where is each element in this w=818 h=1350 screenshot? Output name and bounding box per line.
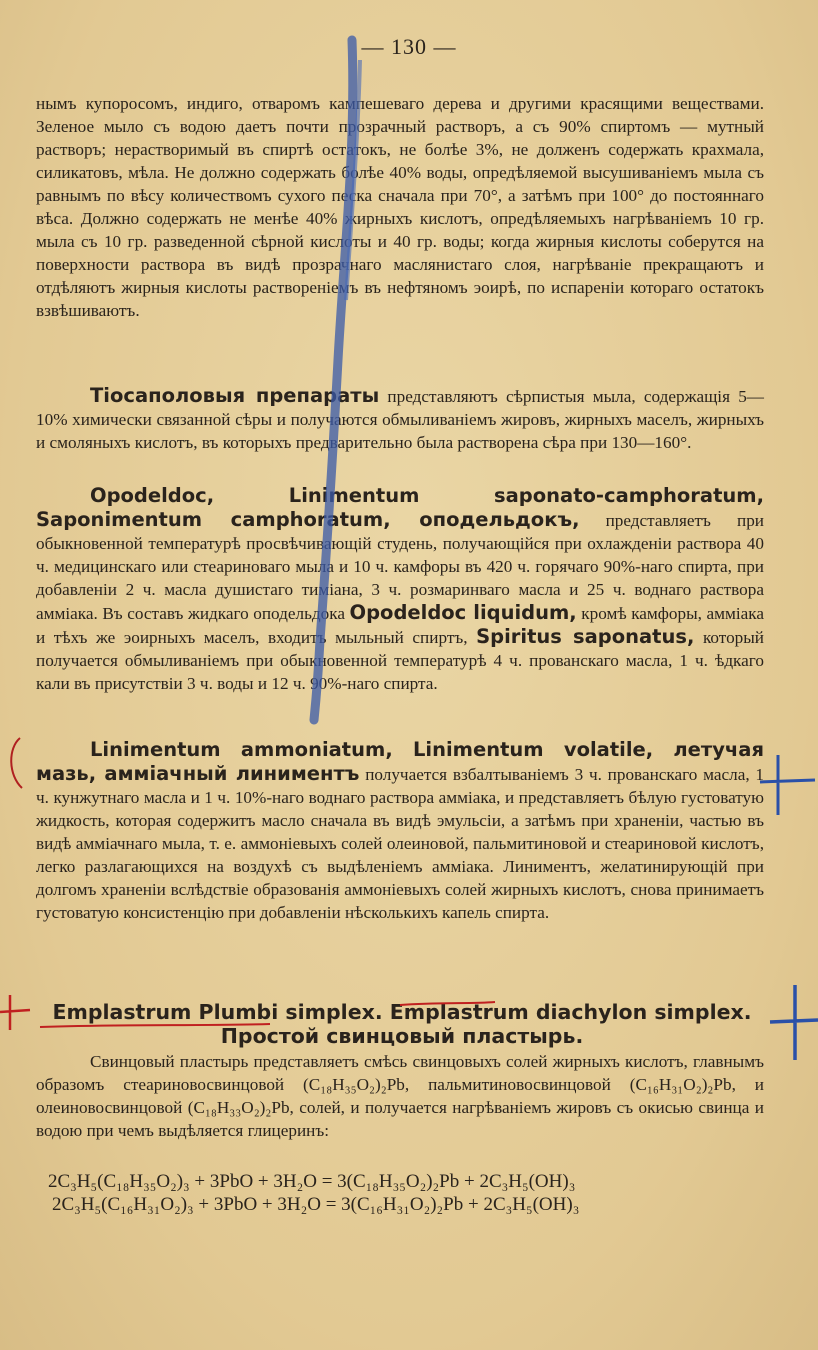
paragraph-text: который получается обмыливаніемъ при обыкновенной температурѣ 4 ч. прованскаго масла, 1 ч. ѣдкаго кали въ присутствіи 3 ч. воды и 12 ч. 90%-наго спирта. xyxy=(36,628,765,693)
paragraph-text: получается взбалтываніемъ 3 ч. прованскаго масла, 1 ч. кунжутнаго масла и 1 ч. 10%-наго воднаго раствора амміака, и представляетъ бѣлую густоватую жидкость, которая содержитъ масло сначала въ видѣ эмульсіи, а затѣмъ при храненіи, частью въ видѣ амміачнаго мыла, т. е. аммоніевыхъ солей олеиновой, пальмитиновой и стеариновой кислотъ, легко разлагающихся на воздухѣ съ выдѣленіемъ амміака. Линиментъ, желатинирующій при долгомъ храненіи вслѣдствіе образованія аммоніевыхъ солей жирныхъ кислотъ, снова принимаетъ густоватую консистенцію при добавленіи нѣсколькихъ капель спирта. xyxy=(36,765,764,922)
paragraph-text: представляютъ сѣрпистыя мыла, содержащія 5—10% химически связанной сѣры и получаются обмыливаніемъ жировъ, жирныхъ маселъ, жирныхъ и смоляныхъ кислотъ, въ которыхъ предварительно была растворена сѣра при 130—160°. xyxy=(36,387,764,452)
section-title: Emplastrum Plumbi simplex. Emplastrum diachylon simplex. Простой свинцовый пластырь. xyxy=(52,1000,752,1048)
red-bracket-mark xyxy=(11,738,22,788)
red-cross-mark xyxy=(0,995,30,1030)
paragraph-opodeldoc xyxy=(36,484,764,695)
page-number: — 130 — xyxy=(361,34,457,59)
heading-opodeldoc-liquidum: Opodeldoc liquidum, xyxy=(349,601,577,624)
heading-thiosapol: Тіосаполовыя препараты xyxy=(90,384,380,407)
blue-cross-mark xyxy=(760,755,815,815)
paragraph-plaster xyxy=(36,1050,764,1142)
paragraph-linimentum xyxy=(36,738,764,924)
paragraph-green-soap xyxy=(36,92,764,322)
paragraph-text: представляетъ при обыкновенной температурѣ просвѣчивающій студень, получающійся при охлажденіи раствора 40 ч. медицинскаго или стеариноваго мыла и 10 ч. камфоры въ 420 ч. горячаго 90%-наго спирта, при добавленіи 2 ч. масла душистаго тиміана, 3 ч. розмаринваго масла и 25 ч. воднаго раствора амміака. Въ составъ жидкаго оподельдока xyxy=(36,511,764,623)
blue-cross-mark-2 xyxy=(770,985,818,1060)
formula-palmitate: 2C₃H₅(C₁₆H₃₁O₂)₃ + 3PbO + 3H₂O = 3(C₁₆H₃₁O₂)₂Pb + 2C₃H₅(OH)₃ xyxy=(52,1194,580,1215)
heading-opodeldoc: Opodeldoc, Linimentum saponato-camphoratum, Saponimentum camphoratum, оподельдокъ, xyxy=(36,484,764,531)
formula-stearate: 2C₃H₅(C₁₈H₃₅O₂)₃ + 3PbO + 3H₂O = 3(C₁₈H₃₅O₂)₂Pb + 2C₃H₅(OH)₃ xyxy=(48,1171,576,1192)
paragraph-text: нымъ купоросомъ, индиго, отваромъ кампешеваго дерева и другими красящими веществами. Зеленое мыло съ водою даетъ почти прозрачный растворъ, а съ 90% спиртомъ — мутный растворъ; нерастворимый въ спиртѣ остатокъ, не болѣе 3%, не долженъ содержать крахмала, силикатовъ, мѣла. Не должно содержать болѣе 40% воды, опредѣляемой высушиваніемъ мыла съ равнымъ по вѣсу количествомъ сухого песка сначала при 70°, а затѣмъ при 100° до постояннаго вѣса. Должно содержать не менѣе 40% жирныхъ кислотъ, опредѣляемыхъ нагрѣваніемъ 10 гр. мыла съ 10 гр. разведенной сѣрной кислоты и 40 гр. воды; когда жирныя кислоты соберутся на поверхности раствора въ видѣ прозрачнаго маслянистаго слоя, нагрѣваніе прекращаютъ и отдѣляютъ жирныя кислоты раствореніемъ въ нефтяномъ эоирѣ, по испареніи котораго остатокъ взвѣшиваютъ. xyxy=(36,94,764,320)
section-title-emplastrum xyxy=(32,1000,772,1048)
paragraph-thiosapol xyxy=(36,384,764,454)
heading-linimentum: Linimentum ammoniatum, Linimentum volatile, летучая мазь, амміачный линиментъ xyxy=(36,738,764,785)
heading-spiritus-saponatus: Spiritus saponatus, xyxy=(476,625,695,648)
paragraph-text: Свинцовый пластырь представляетъ смѣсь свинцовыхъ солей жирныхъ кислотъ, главнымъ образомъ стеариновосвинцовой (C₁₈H₃₅O₂)₂Pb, пальмитиновосвинцовой (C₁₆H₃₁O₂)₂Pb, и олеиновосвинцовой (C₁₈H₃₃O₂)₂Pb, солей, и получается нагрѣваніемъ жировъ съ окисью свинца и водою при чемъ выдѣляется глицеринъ: xyxy=(36,1052,764,1140)
paragraph-text: кромѣ камфоры, амміака и тѣхъ же эоирныхъ маселъ, входитъ мыльный спиртъ, xyxy=(36,604,765,647)
